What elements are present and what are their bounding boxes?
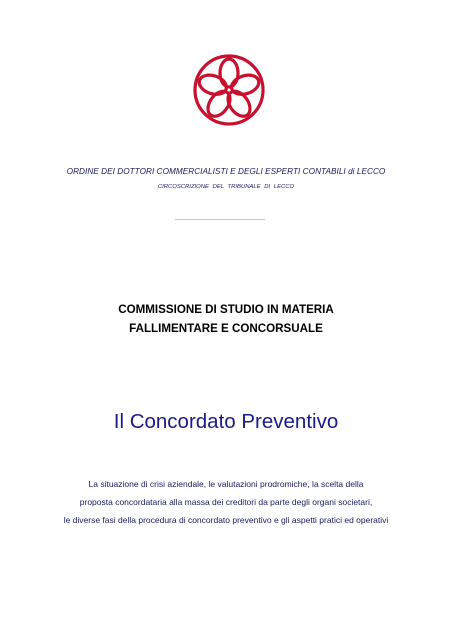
commission-title-line-2: FALLIMENTARE E CONCORSUALE [129,322,323,335]
rosette-logo-icon [191,52,267,128]
description-line-3: le diverse fasi della procedura di concordato preventivo e gli aspetti pratici ed operativi [63,515,389,525]
document-title: Il Concordato Preventivo [113,410,339,433]
organization-name: ORDINE DEI DOTTORI COMMERCIALISTI E DEGLI ESPERTI CONTABILI di LECCO [66,167,386,176]
description-line-1: La situazione di crisi aziendale, le valutazioni prodromiche, la scelta della [88,479,364,489]
district-name: CIRCOSCRIZIONE DEL TRIBUNALE DI LECCO [157,184,295,190]
commission-title-line-1: COMMISSIONE DI STUDIO IN MATERIA [118,303,334,316]
description-line-2: proposta concordataria alla massa dei creditori da parte degli organi societari, [79,497,373,507]
separator-line [175,219,265,220]
